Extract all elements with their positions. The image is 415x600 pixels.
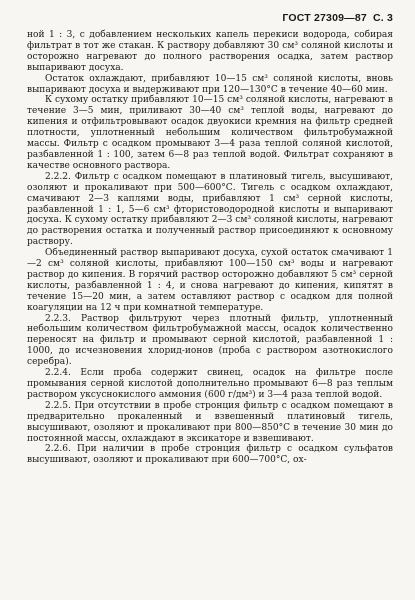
standard-number: ГОСТ 27309—87 <box>282 12 367 24</box>
page-number: С. 3 <box>372 12 393 24</box>
paragraph-2-2-2: 2.2.2. Фильтр с осадком помещают в платиновый тигель, высушивают, озоляют и прокаливают при 500—600°С. Тигель с осадком охлаждают, смачивают 2—3 каплями воды, прибавляют 1 см³ серной кислоты, разбавленной 1 : 1, 5—6 см³ фтористоводородной кислоты и выпаривают досуха. К сухому остатку прибавляют 2—3 см³ соляной кислоты, нагревают до растворения остатка и полученный раствор присоединяют к основному раствору. <box>27 171 393 248</box>
paragraph-continued: ной 1 : 3, с добавлением нескольких капель перекиси водорода, собирая фильтрат в тот же стакан. К раствору добавляют 30 см³ соляной кислоты и осторожно нагревают до полного растворения осадка, затем раствор выпаривают досуха. <box>27 30 393 73</box>
document-body <box>27 30 393 466</box>
paragraph-2-2-4: 2.2.4. Если проба содержит свинец, осадок на фильтре после промывания серной кислотой дополнительно промывают 6—8 раз теплым раствором уксуснокислого аммония (600 г/дм³) и 3—4 раза теплой водой. <box>27 368 393 400</box>
paragraph-2-2-6: 2.2.6. При наличии в пробе стронция фильтр с осадком сульфатов высушивают, озоляют и прокаливают при 600—700°С, ох- <box>27 444 393 466</box>
paragraph: К сухому остатку прибавляют 10—15 см³ соляной кислоты, нагревают в течение 3—5 мин, приливают 30—40 см³ теплой воды, нагревают до кипения и отфильтровывают осадок двуокиси кремния на фильтр средней плотности, уплотненный небольшим количеством фильтробумажной массы. Фильтр с осадком промывают 3—4 раза теплой соляной кислотой, разбавленной 1 : 100, затем 6—8 раз теплой водой. Фильтрат сохраняют в качестве основного раствора. <box>27 95 393 171</box>
paragraph: Остаток охлаждают, прибавляют 10—15 см³ соляной кислоты, вновь выпаривают досуха и выдерживают при 120—130°С в течение 40—60 мин. <box>27 73 393 95</box>
page-header <box>27 9 393 27</box>
paragraph: Объединенный раствор выпаривают досуха, сухой остаток смачивают 1—2 см³ соляной кислоты, прибавляют 100—150 см³ воды и нагревают раствор до кипения. В горячий раствор осторожно добавляют 5 см³ серной кислоты, разбавленной 1 : 4, и снова нагревают до кипения, кипятят в течение 15—20 мин, а затем оставляют раствор с осадком для полной коагуляции на 12 ч при комнатной температуре. <box>27 248 393 313</box>
paragraph-2-2-3: 2.2.3. Раствор фильтруют через плотный фильтр, уплотненный небольшим количеством фильтробумажной массы, осадок количественно переносят на фильтр и промывают серной кислотой, разбавленной 1 : 1000, до исчезновения хлорид-ионов (проба с раствором азотнокислого серебра). <box>27 313 393 368</box>
paragraph-2-2-5: 2.2.5. При отсутствии в пробе стронция фильтр с осадком помещают в предварительно прокаленный и взвешенный платиновый тигель, высушивают, озоляют и прокаливают при 800—850°С в течение 30 мин до постоянной массы, охлаждают в эксикаторе и взвешивают. <box>27 400 393 444</box>
